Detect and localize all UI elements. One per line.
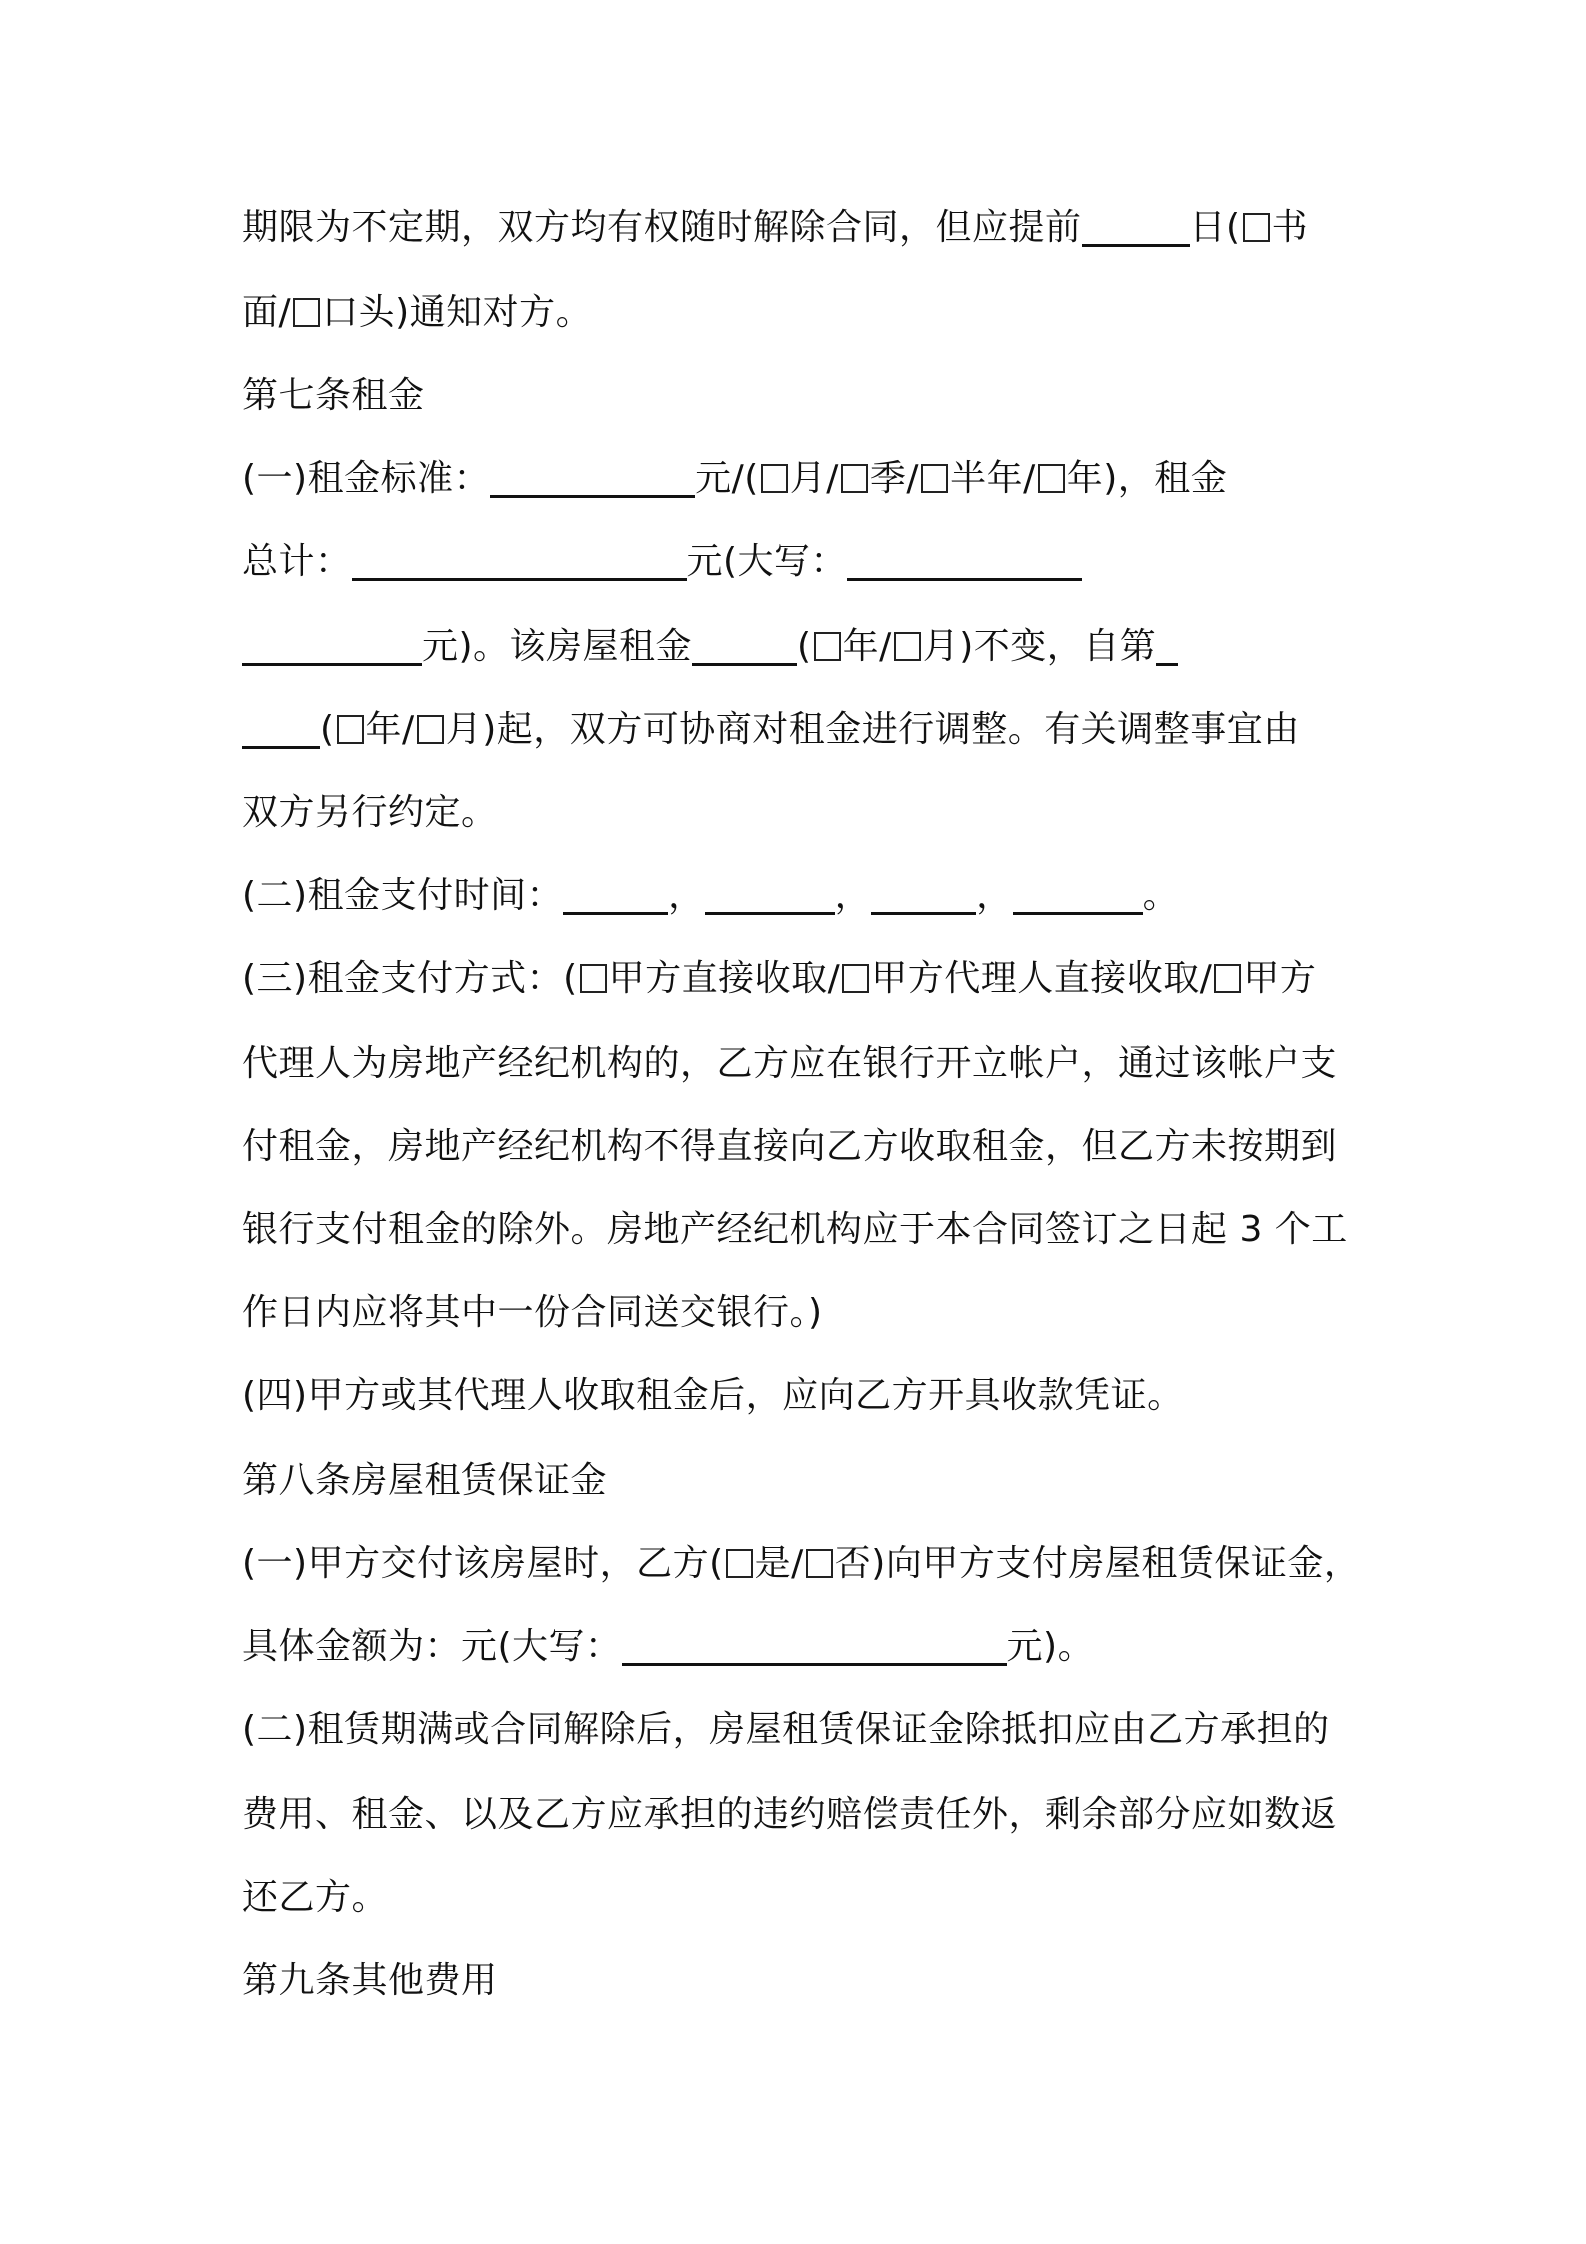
fill-blank <box>692 623 797 666</box>
text: ， <box>976 875 1013 916</box>
checkbox <box>921 464 948 493</box>
checkbox <box>580 964 607 993</box>
text: ， <box>668 875 705 916</box>
checkbox <box>841 464 868 493</box>
section-heading <box>242 1951 498 2011</box>
text: (四)甲方或其代理人收取租金后，应向乙方开具收款凭证。 <box>242 1375 1184 1416</box>
text-line <box>242 1366 1184 1426</box>
checkbox <box>814 632 841 661</box>
text-line <box>242 283 592 343</box>
text: 年/ <box>365 709 415 750</box>
fill-blank <box>705 872 835 915</box>
text-line <box>242 1117 1337 1177</box>
checkbox <box>1038 464 1065 493</box>
text-line <box>242 783 498 843</box>
text-line <box>242 1700 1330 1760</box>
text: 作日内应将其中一份合同送交银行。) <box>242 1292 823 1333</box>
checkbox <box>726 1549 753 1578</box>
text: 月)不变，自第 <box>922 626 1157 667</box>
text: 期限为不定期，双方均有权随时解除合同，但应提前 <box>242 207 1082 248</box>
text: 元)。该房屋租金 <box>422 626 693 667</box>
fill-blank <box>352 538 687 581</box>
text: 面/ <box>242 292 292 333</box>
text-line <box>242 617 1178 677</box>
text-line <box>242 198 1308 258</box>
text: 半年/ <box>950 458 1036 499</box>
text: 元(大写： <box>686 541 848 582</box>
text: ， <box>834 875 872 916</box>
fill-blank <box>1082 204 1190 247</box>
text-line <box>242 1617 1094 1677</box>
text-line <box>242 1200 1348 1260</box>
checkbox <box>293 298 320 327</box>
fill-blank <box>490 455 695 498</box>
text-line <box>242 1868 388 1928</box>
text-line <box>242 1785 1337 1845</box>
text: 代理人为房地产经纪机构的，乙方应在银行开立帐户，通过该帐户支 <box>242 1043 1338 1084</box>
checkbox <box>806 1549 833 1578</box>
fill-blank <box>871 872 976 915</box>
fill-blank <box>242 706 320 749</box>
text: 元)。 <box>1006 1626 1095 1667</box>
text: 否)向甲方支付房屋租赁保证金， <box>834 1543 1361 1584</box>
checkbox <box>1243 213 1270 242</box>
text: 第八条房屋租赁保证金 <box>242 1460 608 1501</box>
text-line <box>242 866 1179 926</box>
text: 双方另行约定。 <box>242 792 498 833</box>
text-line <box>242 449 1227 509</box>
text-line <box>242 1534 1360 1594</box>
text: 银行支付租金的除外。房地产经纪机构应于本合同签订之日起 3 个工 <box>242 1209 1348 1250</box>
text: 是/ <box>754 1543 804 1584</box>
text: 书 <box>1271 207 1309 248</box>
fill-blank <box>1156 623 1178 666</box>
fill-blank <box>563 872 668 915</box>
checkbox <box>337 715 364 744</box>
text: 月)起，双方可协商对租金进行调整。有关调整事宜由 <box>445 709 1300 750</box>
fill-blank <box>847 538 1082 581</box>
text: 口头)通知对方。 <box>322 292 593 333</box>
text: (一)租金标准： <box>242 458 491 499</box>
text: 第九条其他费用 <box>242 1960 498 2001</box>
fill-blank <box>622 1623 1007 1666</box>
text: 甲方 <box>1243 958 1317 999</box>
text: (三)租金支付方式：( <box>242 958 578 999</box>
section-heading <box>242 366 425 426</box>
text: 具体金额为：元(大写： <box>242 1626 622 1667</box>
text: 日( <box>1189 207 1241 248</box>
checkbox <box>1214 964 1241 993</box>
checkbox <box>761 464 788 493</box>
text: 月/ <box>789 458 839 499</box>
text: 元/( <box>695 458 759 499</box>
text: (一)甲方交付该房屋时，乙方( <box>242 1543 724 1584</box>
text: 甲方直接收取/ <box>608 958 841 999</box>
text: 第七条租金 <box>242 375 425 416</box>
text: 总计： <box>242 541 352 582</box>
text-line <box>242 700 1300 760</box>
text: 付租金，房地产经纪机构不得直接向乙方收取租金，但乙方未按期到 <box>242 1126 1338 1167</box>
fill-blank <box>1013 872 1143 915</box>
text: (二)租金支付时间： <box>242 875 564 916</box>
text-line <box>242 949 1316 1009</box>
text: ( <box>320 709 335 750</box>
text-line <box>242 1034 1337 1094</box>
text: 年)，租金 <box>1066 458 1228 499</box>
section-heading <box>242 1451 607 1511</box>
text-line <box>242 1283 823 1343</box>
text: 。 <box>1142 875 1180 916</box>
fill-blank <box>242 623 422 666</box>
text: 甲方代理人直接收取/ <box>871 958 1213 999</box>
checkbox <box>417 715 444 744</box>
text: 季/ <box>869 458 920 499</box>
checkbox <box>894 632 921 661</box>
text: (二)租赁期满或合同解除后，房屋租赁保证金除抵扣应由乙方承担的 <box>242 1709 1330 1750</box>
text: 费用、租金、以及乙方应承担的违约赔偿责任外，剩余部分应如数返 <box>242 1794 1338 1835</box>
text: 还乙方。 <box>242 1877 389 1918</box>
text-line <box>242 532 1082 592</box>
text: 年/ <box>842 626 892 667</box>
text: ( <box>797 626 812 667</box>
checkbox <box>842 964 869 993</box>
